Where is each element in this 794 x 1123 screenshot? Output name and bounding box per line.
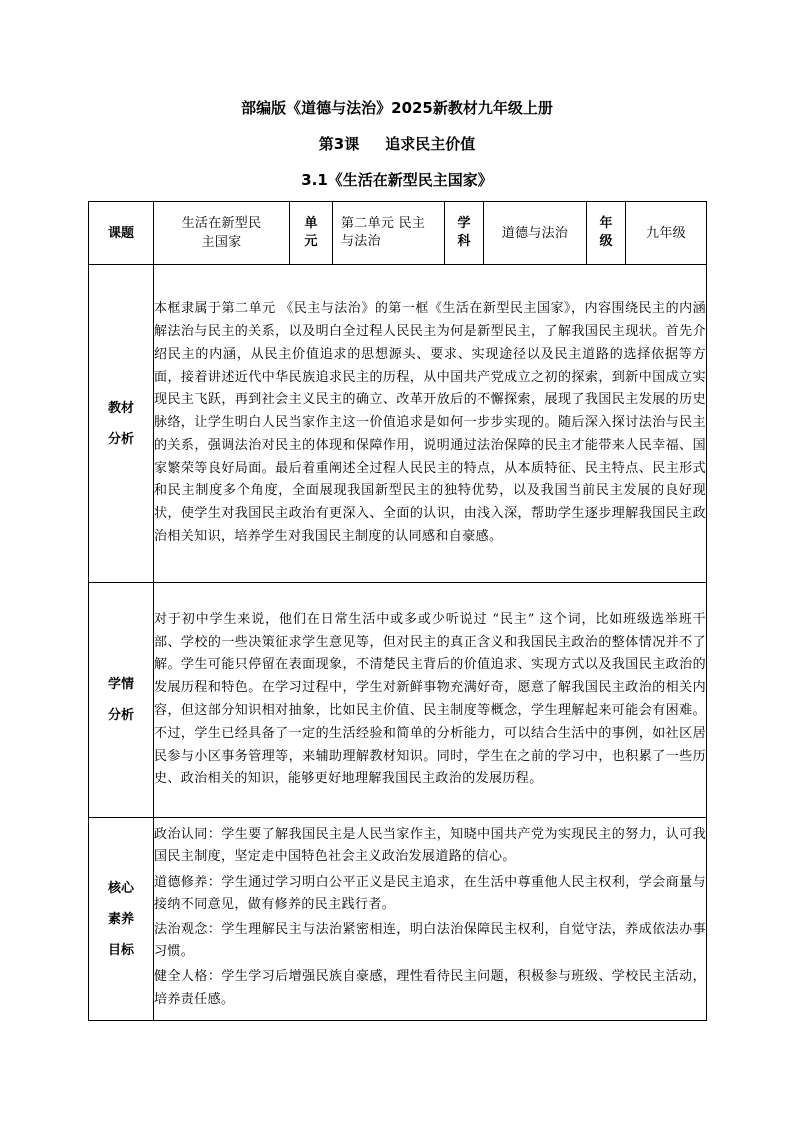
section-title: 3.1《生活在新型民主国家》 bbox=[301, 171, 493, 189]
header-row bbox=[89, 202, 707, 265]
learning-analysis-label: 学情 分析 bbox=[89, 583, 154, 818]
textbook-analysis-content: 本框隶属于第二单元 《民主与法治》的第一框《生活在新型民主国家》，内容围绕民主的内涵解法治与民主的关系，以及明白全过程人民民主为何是新型民主，了解我国民主现状。首先介绍民主的内涵，从民主价值追求的思想源头、要求、实现途径以及民主道路的选择依据等方面，接着讲述近代中华民族追求民主的历程，从中国共产党成立之初的探索，到新中国成立实现民主飞跃，再到社会主义民主的确立、改革开放后的不懈探索，展现了我国民主发展的历史脉络，让学生明白人民当家作主这一价值追求是如何一步步实现的。随后深入探讨法治与民主的关系，强调法治对民主的体现和保障作用，说明通过法治保障的民主才能带来人民幸福、国家繁荣等良好局面。最后着重阐述全过程人民民主的特点，从本质特征、民主特点、民主形式和民主制度多个角度，全面展现我国新型民主的独特优势，以及我国当前民主发展的良好现状，使学生对我国民主政治有更深入、全面的认识，由浅入深，帮助学生逐步理解我国民主政治相关知识，培养学生对我国民主制度的认同感和自豪感。 bbox=[154, 265, 707, 583]
learning-analysis-row bbox=[89, 583, 707, 818]
unit-value: 第二单元 民主与法治 bbox=[333, 202, 445, 265]
document-title: 部编版《道德与法治》2025新教材九年级上册 bbox=[241, 99, 553, 117]
lesson-heading bbox=[0, 134, 794, 154]
unit-label: 单元 bbox=[290, 202, 333, 265]
topic-value: 生活在新型民主国家 bbox=[154, 202, 290, 265]
learning-analysis-content: 对于初中学生来说，他们在日常生活中或多或少听说过 “民主” 这个词，比如班级选举班干部、学校的一些决策征求学生意见等，但对民主的真正含义和我国民主政治的整体情况并不了解。学生可能只停留在表面现象，不清楚民主背后的价值追求、实现方式以及我国民主政治的发展历程和特色。在学习过程中，学生对新鲜事物充满好奇，愿意了解我国民主政治的相关内容，但这部分知识相对抽象，比如民主价值、民主制度等概念，学生理解起来可能会有困难。不过，学生已经具备了一定的生活经验和简单的分析能力，可以结合生活中的事例，如社区居民参与小区事务管理等，来辅助理解教材知识。同时，学生在之前的学习中，也积累了一些历史、政治相关的知识，能够更好地理解我国民主政治的发展历程。 bbox=[154, 583, 707, 818]
lesson-number: 第3课 bbox=[318, 135, 360, 153]
core-goals-row bbox=[89, 818, 707, 1021]
goal-political-identity: 政治认同：学生要了解我国民主是人民当家作主，知晓中国共产党为实现民主的努力，认可我国民主制度，坚定走中国特色社会主义政治发展道路的信心。 bbox=[154, 827, 706, 865]
core-goals-content bbox=[154, 818, 707, 1021]
textbook-analysis-row bbox=[89, 265, 707, 583]
lesson-plan-table bbox=[88, 201, 707, 1021]
goal-sound-personality: 健全人格：学生学习后增强民族自豪感，理性看待民主问题，积极参与班级、学校民主活动，培养责任感。 bbox=[154, 969, 706, 1007]
goal-moral-cultivation: 道德修养：学生通过学习明白公平正义是民主追求，在生活中尊重他人民主权利，学会商量与接纳不同意见，做有修养的民主践行者。 bbox=[154, 874, 706, 912]
grade-label: 年级 bbox=[587, 202, 626, 265]
subject-value: 道德与法治 bbox=[484, 202, 587, 265]
goal-rule-of-law: 法治观念：学生理解民主与法治紧密相连，明白法治保障民主权利，自觉守法，养成依法办事习惯。 bbox=[154, 922, 706, 960]
topic-label: 课题 bbox=[89, 202, 154, 265]
subject-label: 学科 bbox=[445, 202, 484, 265]
core-goals-label: 核心 素养 目标 bbox=[89, 818, 154, 1021]
grade-value: 九年级 bbox=[626, 202, 707, 265]
lesson-title: 追求民主价值 bbox=[385, 135, 476, 153]
textbook-analysis-label: 教材 分析 bbox=[89, 265, 154, 583]
